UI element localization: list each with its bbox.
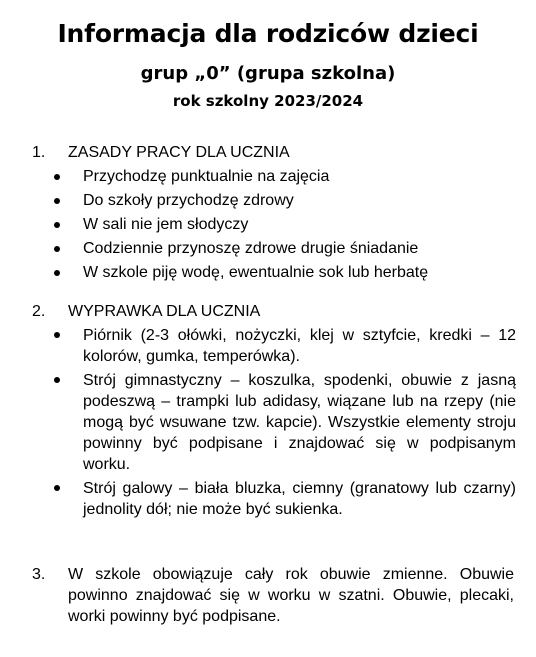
document-subtitle: grup „0” (grupa szkolna) [140, 63, 396, 84]
list-item [32, 261, 516, 285]
bullet-icon [54, 222, 60, 228]
bullet-icon [54, 377, 60, 383]
bullet-icon [54, 270, 60, 276]
list-item [32, 165, 516, 189]
list-item [32, 324, 516, 367]
supplies-list [32, 324, 516, 520]
section-rules [32, 141, 516, 285]
school-year: rok szkolny 2023/2024 [172, 92, 364, 110]
list-item-text: Strój gimnastyczny – koszulka, spodenki, obuwie z jasną podeszwą – trampki lub adidasy, wiązane lub na rzepy (nie mogą być wsuwane tzw. kapcie). Wszystkie elementy stroju powinny być podpisane i znajdować się w podpisanym worku. [83, 372, 516, 473]
section-heading [32, 300, 516, 324]
list-item-text: Przychodzę punktualnie na zajęcia [83, 168, 330, 185]
list-item [32, 476, 516, 520]
section-supplies [32, 300, 516, 521]
list-item-text: Codziennie przynoszę zdrowe drugie śniadanie [83, 240, 419, 257]
bullet-icon [54, 198, 60, 204]
list-item-text: Piórnik (2-3 ołówki, nożyczki, klej w sztyfcie, kredki – 12 kolorów, gumka, temperówka). [83, 327, 516, 365]
section-paragraph: W szkole obowiązuje cały rok obuwie zmienne. Obuwie powinno znajdować się w worku w szatni. Obuwie, plecaki, worki powinny być podpisane. [68, 566, 514, 625]
bullet-icon [54, 174, 60, 180]
list-item-text: W sali nie jem słodyczy [83, 216, 249, 233]
rules-list [32, 165, 516, 285]
list-item [32, 213, 516, 237]
list-item [32, 189, 516, 213]
document-title: Informacja dla rodziców dzieci [57, 19, 479, 48]
bullet-icon [54, 485, 60, 491]
section-number: 2. [32, 303, 46, 320]
section-number: 1. [32, 144, 46, 161]
list-item [32, 368, 516, 475]
list-item-text: Do szkoły przychodzę zdrowy [83, 192, 294, 209]
section-shoes [32, 564, 516, 630]
list-item [32, 237, 516, 261]
section-title: WYPRAWKA DLA UCZNIA [68, 303, 261, 320]
section-number: 3. [32, 566, 46, 583]
section-title: ZASADY PRACY DLA UCZNIA [68, 144, 290, 161]
section-heading [32, 141, 516, 165]
list-item-text: W szkole piję wodę, ewentualnie sok lub herbatę [83, 264, 429, 281]
list-item-text: Strój galowy – biała bluzka, ciemny (granatowy lub czarny) jednolity dół; nie może być sukienka. [83, 480, 516, 518]
bullet-icon [54, 332, 60, 338]
bullet-icon [54, 246, 60, 252]
